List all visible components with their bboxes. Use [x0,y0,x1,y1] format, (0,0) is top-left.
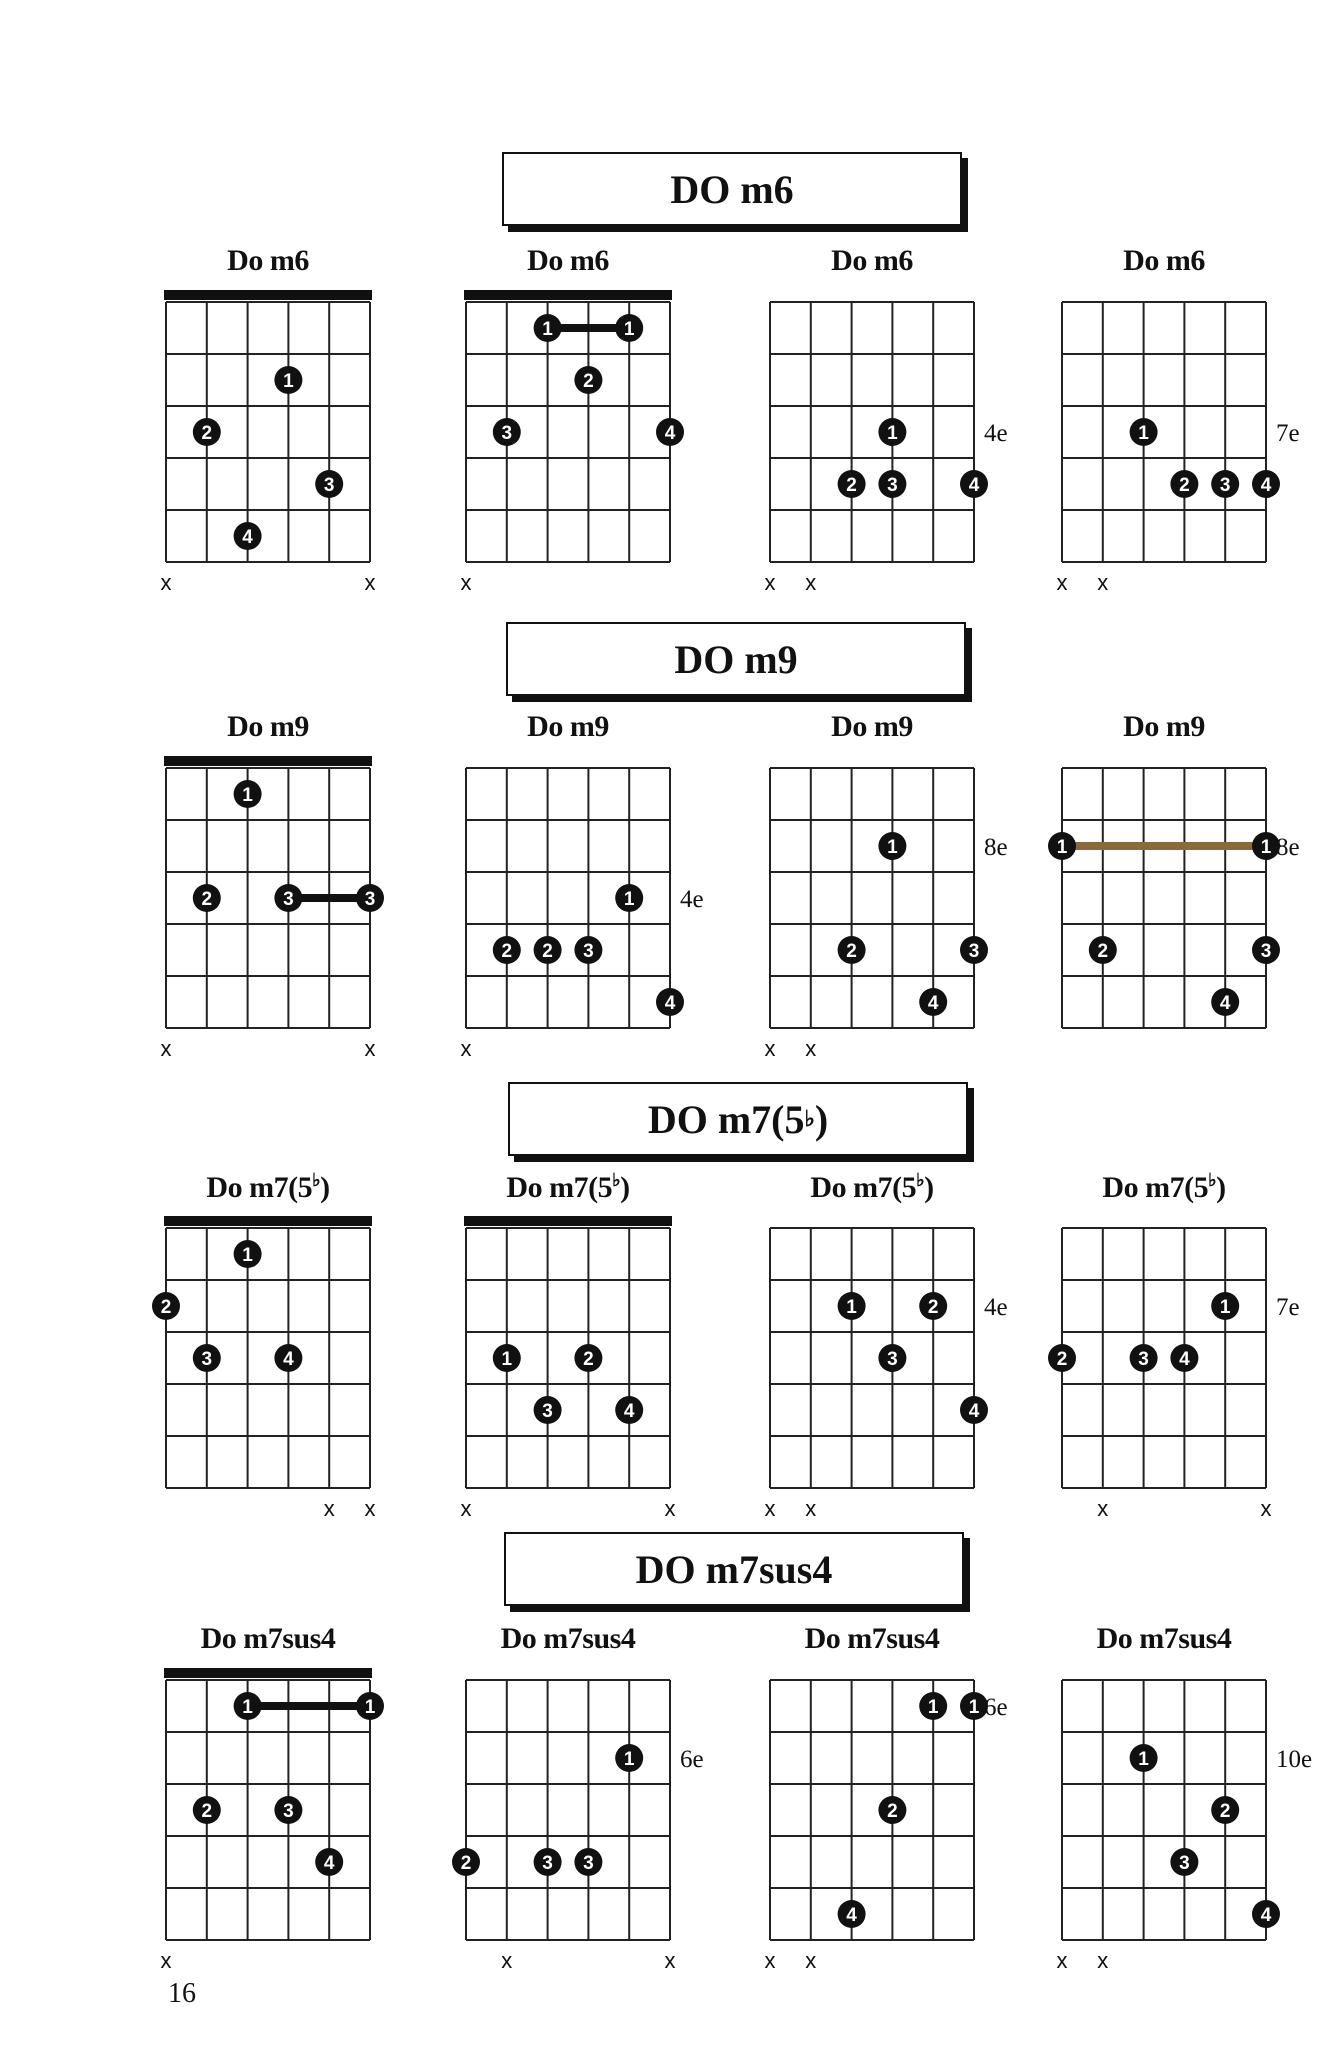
fretboard [460,754,730,1074]
muted-string-mark: x [501,1948,513,1973]
nut [164,290,372,300]
finger-number: 1 [623,889,635,910]
finger-number: 3 [542,1853,553,1874]
finger-dot [1211,1796,1239,1824]
finger-dot [274,1344,302,1372]
finger-number: 2 [201,889,213,910]
fret-position-label: 7e [1276,1294,1300,1321]
chord-name: Do m9 [1123,710,1205,743]
fret-position-label: 8e [984,834,1008,861]
fretboard [764,1214,1034,1534]
section-title: DO m6 [502,152,962,226]
finger-number: 4 [1260,1905,1272,1926]
chord-diagram [460,1622,726,1973]
fret-position-label: 8e [1276,834,1300,861]
chord-diagram [460,244,726,595]
finger-number: 1 [283,371,294,392]
muted-string-mark: x [323,1496,335,1521]
chord-name: Do m7sus4 [1096,1622,1232,1655]
muted-string-mark: x [1097,1496,1109,1521]
chord-name: Do m7sus4 [804,1622,940,1655]
fret-position-label: 10e [1276,1746,1313,1773]
finger-number: 4 [664,993,676,1014]
fret-position-label: 4e [984,420,1008,447]
finger-number: 2 [1097,941,1109,962]
muted-string-mark: x [364,570,376,595]
chord-diagram [160,244,426,595]
finger-number: 3 [201,1349,213,1370]
finger-dot [1048,1344,1076,1372]
finger-number: 4 [323,1853,335,1874]
finger-dot [919,1692,947,1720]
chord-name: Do m6 [227,244,309,277]
finger-number: 4 [283,1349,294,1370]
finger-dot [356,884,384,912]
chord-diagram [1056,710,1322,1040]
finger-dot [234,522,262,550]
finger-dot [234,1692,262,1720]
chord-name: Do m9 [227,710,309,743]
finger-number: 1 [927,1697,939,1718]
muted-string-mark: x [160,570,172,595]
finger-number: 4 [623,1401,635,1422]
section-title: DO m7(5 ♭ ) [508,1082,968,1156]
finger-dot [615,1744,643,1772]
finger-dot [615,884,643,912]
finger-number: 2 [201,423,213,444]
nut [164,1216,372,1226]
finger-dot [534,1396,562,1424]
finger-number: 2 [583,1349,594,1370]
fret-position-label: 4e [680,886,704,913]
finger-dot [152,1292,180,1320]
finger-dot [1211,1292,1239,1320]
fret-position-label: 6e [680,1746,704,1773]
muted-string-mark: x [460,1496,472,1521]
chord-diagram [160,1170,426,1521]
finger-number: 1 [968,1697,980,1718]
finger-dot [274,1796,302,1824]
muted-string-mark: x [364,1496,376,1521]
finger-dot [1048,832,1076,860]
finger-dot [193,1344,221,1372]
chord-name: Do m9 [527,710,609,743]
finger-number: 4 [1260,475,1272,496]
finger-number: 2 [1219,1801,1231,1822]
fretboard [1056,1666,1326,1986]
finger-dot [193,418,221,446]
muted-string-mark: x [805,1496,817,1521]
finger-dot [193,884,221,912]
finger-number: 4 [968,1401,980,1422]
finger-number: 1 [1056,837,1068,858]
chord-diagram [1056,1622,1322,1973]
chord-name: Do m6 [831,244,913,277]
fretboard [1056,1214,1326,1534]
fretboard [460,1214,730,1534]
chord-name: Do m7(5♭) [506,1170,630,1204]
finger-dot [1211,470,1239,498]
finger-dot [574,1848,602,1876]
finger-number: 3 [323,475,335,496]
finger-dot [493,936,521,964]
finger-number: 2 [583,371,594,392]
fretboard [1056,288,1326,608]
fret-position-label: 7e [1276,420,1300,447]
finger-number: 3 [1179,1853,1190,1874]
section-title: DO m9 [506,622,966,696]
chord-name: Do m6 [527,244,609,277]
finger-dot [534,936,562,964]
muted-string-mark: x [160,1948,172,1973]
finger-dot [493,1344,521,1372]
finger-dot [1170,470,1198,498]
fretboard [160,1666,430,1986]
muted-string-mark: x [460,570,472,595]
finger-dot [656,988,684,1016]
finger-dot [838,470,866,498]
finger-number: 1 [242,1697,253,1718]
finger-number: 3 [583,1853,594,1874]
finger-dot [960,936,988,964]
finger-dot [1252,470,1280,498]
finger-dot [274,884,302,912]
fretboard [160,754,430,1074]
finger-number: 4 [968,475,980,496]
chord-name: Do m7sus4 [200,1622,336,1655]
muted-string-mark: x [160,1036,172,1061]
finger-number: 1 [887,837,898,858]
fretboard [764,754,1034,1074]
finger-number: 3 [968,941,980,962]
finger-dot [1130,1744,1158,1772]
finger-dot [574,936,602,964]
finger-number: 2 [1056,1349,1068,1370]
finger-dot [615,1396,643,1424]
finger-number: 1 [1219,1297,1231,1318]
finger-number: 3 [1260,941,1272,962]
muted-string-mark: x [1097,1948,1109,1973]
nut [464,1216,672,1226]
finger-dot [1130,418,1158,446]
chord-diagram [460,1170,726,1521]
finger-number: 2 [846,475,857,496]
finger-number: 2 [201,1801,213,1822]
finger-dot [656,418,684,446]
finger-dot [960,470,988,498]
finger-dot [315,470,343,498]
finger-dot [878,418,906,446]
finger-dot [1211,988,1239,1016]
finger-dot [1252,936,1280,964]
muted-string-mark: x [764,1036,776,1061]
finger-number: 2 [501,941,513,962]
finger-number: 4 [664,423,676,444]
chord-diagram [764,710,1030,1061]
finger-number: 1 [242,785,253,806]
finger-dot [193,1796,221,1824]
finger-number: 2 [887,1801,898,1822]
finger-number: 3 [283,889,294,910]
finger-number: 1 [846,1297,857,1318]
finger-number: 4 [242,527,253,548]
chord-name: Do m7sus4 [500,1622,636,1655]
finger-number: 1 [623,319,635,340]
finger-dot [452,1848,480,1876]
chord-name: Do m7(5♭) [1102,1170,1226,1204]
finger-dot [838,936,866,964]
finger-number: 3 [283,1801,294,1822]
page-number: 16 [168,1978,196,2009]
finger-dot [838,1292,866,1320]
chord-diagram [1056,244,1322,595]
chord-name: Do m9 [831,710,913,743]
finger-number: 3 [1138,1349,1149,1370]
finger-number: 3 [364,889,376,910]
finger-dot [493,418,521,446]
chord-diagram [764,1622,1030,1973]
chord-diagram [160,710,426,1061]
finger-dot [356,1692,384,1720]
finger-dot [234,1240,262,1268]
chord-diagram [460,710,726,1061]
fretboard [460,1666,730,1986]
finger-dot [878,1344,906,1372]
muted-string-mark: x [805,570,817,595]
section-title: DO m7sus4 [504,1532,964,1606]
finger-number: 1 [501,1349,513,1370]
finger-number: 4 [1179,1349,1190,1370]
muted-string-mark: x [664,1948,676,1973]
finger-number: 2 [1179,475,1190,496]
chord-diagram [1056,1170,1322,1521]
chord-name: Do m7(5♭) [206,1170,330,1204]
finger-dot [534,314,562,342]
fretboard [1056,754,1326,1074]
chord-diagram [764,244,1030,595]
chord-name: Do m6 [1123,244,1205,277]
muted-string-mark: x [1097,570,1109,595]
chord-diagram [160,1622,426,1973]
finger-number: 2 [846,941,857,962]
finger-dot [574,1344,602,1372]
finger-dot [919,988,947,1016]
muted-string-mark: x [764,1948,776,1973]
muted-string-mark: x [764,570,776,595]
finger-number: 3 [1219,475,1231,496]
muted-string-mark: x [1056,570,1068,595]
muted-string-mark: x [1056,1948,1068,1973]
muted-string-mark: x [764,1496,776,1521]
finger-number: 1 [1138,423,1149,444]
finger-dot [615,314,643,342]
chord-name: Do m7(5♭) [810,1170,934,1204]
finger-dot [574,366,602,394]
finger-dot [274,366,302,394]
finger-dot [878,832,906,860]
barre [1062,842,1266,850]
finger-dot [234,780,262,808]
finger-number: 4 [927,993,939,1014]
finger-dot [878,470,906,498]
finger-number: 2 [542,941,553,962]
finger-number: 1 [364,1697,376,1718]
nut [164,1668,372,1678]
finger-number: 1 [623,1749,635,1770]
finger-number: 3 [583,941,594,962]
fretboard [160,1214,430,1534]
finger-dot [960,1396,988,1424]
muted-string-mark: x [1260,1496,1272,1521]
muted-string-mark: x [805,1036,817,1061]
finger-dot [1089,936,1117,964]
fret-position-label: 6e [984,1694,1008,1721]
finger-number: 1 [1260,837,1272,858]
finger-number: 3 [887,475,898,496]
finger-dot [838,1900,866,1928]
finger-number: 2 [927,1297,939,1318]
finger-dot [1170,1848,1198,1876]
finger-number: 3 [887,1349,898,1370]
barre [248,1702,370,1710]
muted-string-mark: x [664,1496,676,1521]
nut [464,290,672,300]
finger-dot [1252,1900,1280,1928]
finger-number: 1 [887,423,898,444]
finger-number: 3 [501,423,513,444]
finger-number: 1 [542,319,553,340]
finger-number: 4 [1219,993,1231,1014]
finger-number: 2 [160,1297,172,1318]
finger-number: 1 [1138,1749,1149,1770]
finger-dot [1170,1344,1198,1372]
fretboard [764,288,1034,608]
finger-dot [1130,1344,1158,1372]
fretboard [160,288,430,608]
finger-dot [919,1292,947,1320]
nut [164,756,372,766]
fretboard [460,288,730,608]
finger-number: 1 [242,1245,253,1266]
fretboard [764,1666,1034,1986]
fret-position-label: 4e [984,1294,1008,1321]
finger-number: 3 [542,1401,553,1422]
finger-dot [878,1796,906,1824]
chord-diagram [764,1170,1030,1521]
muted-string-mark: x [364,1036,376,1061]
muted-string-mark: x [460,1036,472,1061]
finger-dot [315,1848,343,1876]
muted-string-mark: x [805,1948,817,1973]
finger-dot [534,1848,562,1876]
finger-number: 4 [846,1905,857,1926]
finger-number: 2 [460,1853,472,1874]
